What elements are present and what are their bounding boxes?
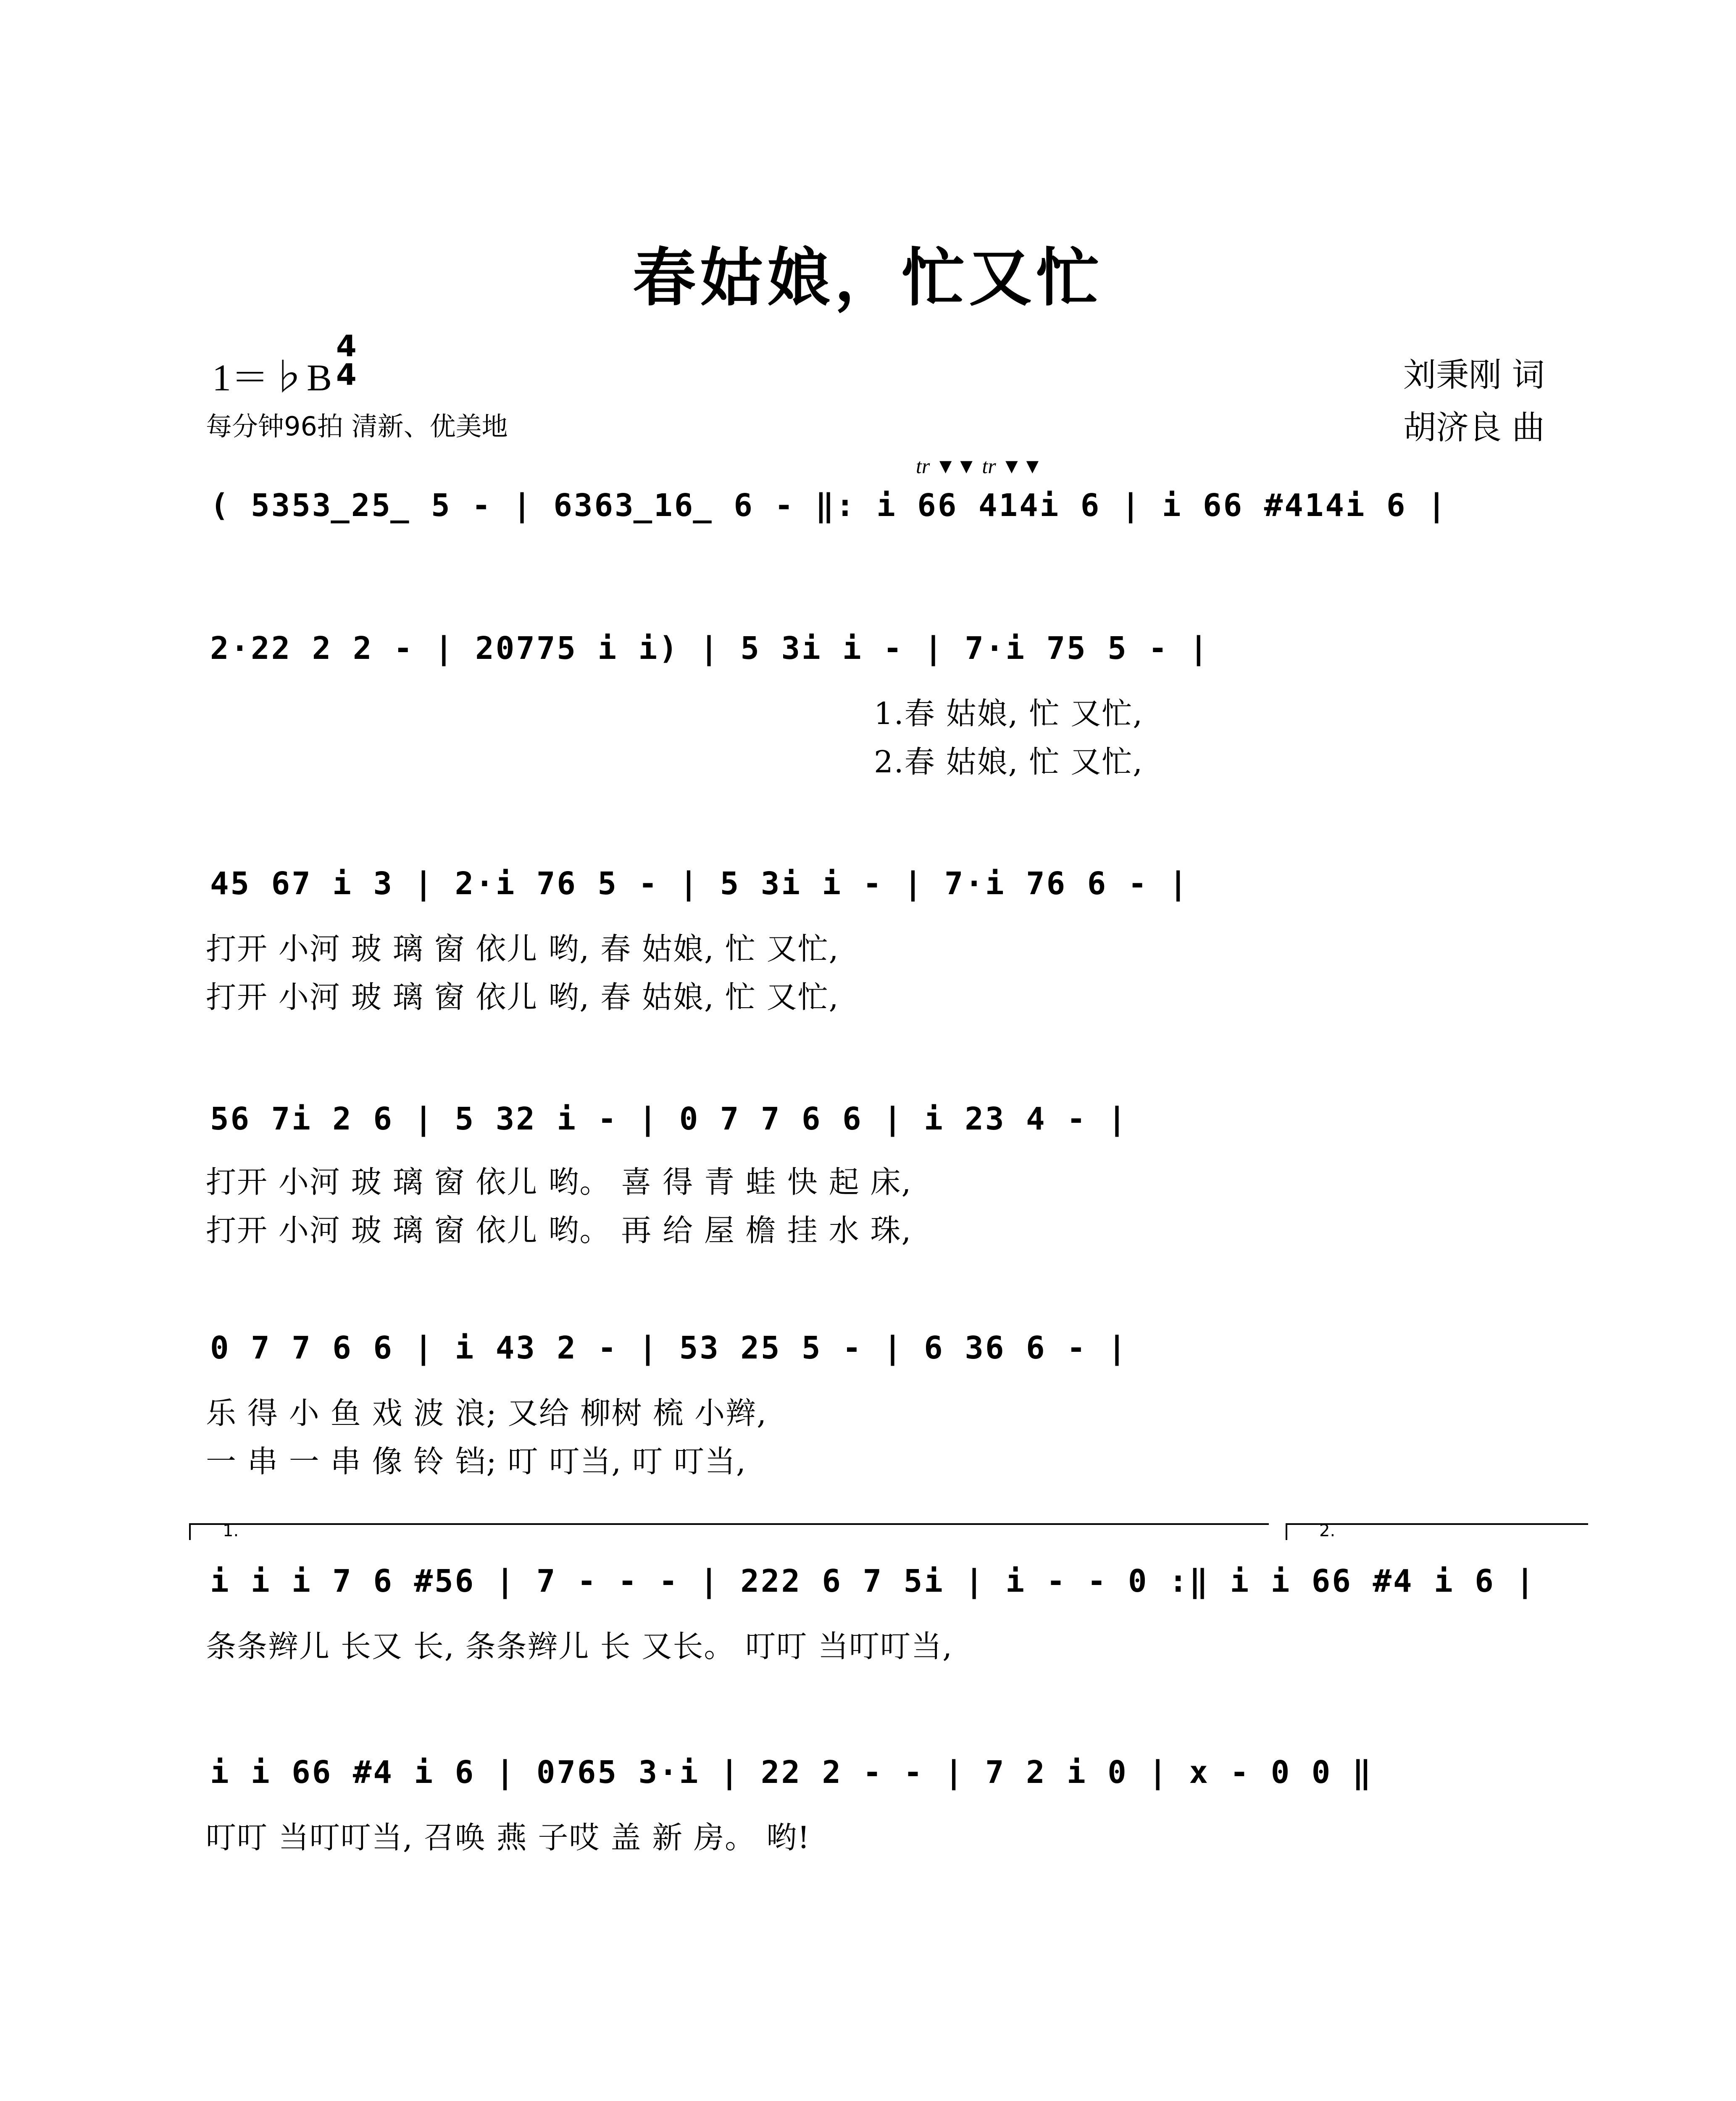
system-2-lyric-2: 2.春 姑娘, 忙 又忙,	[874, 744, 1144, 779]
system-7-lyric-1: 叮叮 当叮叮当, 召唤 燕 子哎 盖 新 房。 哟!	[206, 1820, 810, 1855]
composer: 胡济良 曲	[1403, 409, 1545, 447]
system-3-lyric-1: 打开 小河 玻 璃 窗 依儿 哟, 春 姑娘, 忙 又忙,	[206, 931, 839, 966]
system-4-lyric-1: 打开 小河 玻 璃 窗 依儿 哟。 喜 得 青 蛙 快 起 床,	[206, 1164, 912, 1200]
system-5-notes: 0 7 7 6 6 | i 43 2 - | 53 25 5 - | 6 36 6 - |	[210, 1330, 1128, 1366]
time-top: 4	[336, 329, 357, 363]
time-bottom: 4	[336, 358, 357, 392]
system-2-lyric-1: 1.春 姑娘, 忙 又忙,	[874, 696, 1144, 731]
page-title: 春姑娘，忙又忙	[632, 241, 1103, 315]
system-6-notes: i i i 7 6 #56 | 7 - - - | 222 6 7 5i | i - - 0 :‖ i i 66 #4 i 6 |	[210, 1563, 1536, 1599]
system-5-lyric-1: 乐 得 小 鱼 戏 波 浪; 又给 柳树 梳 小辫,	[206, 1395, 768, 1431]
system-5-lyric-2: 一 串 一 串 像 铃 铛; 叮 叮当, 叮 叮当,	[206, 1444, 747, 1479]
system-1-marks: tr ▼▼ tr ▼▼	[916, 454, 1043, 478]
system-4-lyric-2: 打开 小河 玻 璃 窗 依儿 哟。 再 给 屋 檐 挂 水 珠,	[206, 1213, 912, 1248]
time-signature	[336, 329, 357, 392]
first-ending-label: 1.	[223, 1521, 239, 1540]
system-3-lyric-2: 打开 小河 玻 璃 窗 依儿 哟, 春 姑娘, 忙 又忙,	[206, 979, 839, 1015]
system-1-notes: ( 5353̲25̲ 5 - | 6363̲16̲ 6 - ‖: i 66 414i 6 | i 66 #414i 6 |	[210, 487, 1448, 524]
system-4-notes: 56 7i 2 6 | 5 32 i - | 0 7 7 6 6 | i 23 4 - |	[210, 1101, 1128, 1137]
system-2-notes: 2·22 2 2 - | 20775 i i) | 5 3i i - | 7·i 75 5 - |	[210, 630, 1210, 666]
second-ending-label: 2.	[1319, 1521, 1336, 1540]
second-ending-hook	[1286, 1523, 1287, 1540]
system-3-notes: 45 67 i 3 | 2·i 76 5 - | 5 3i i - | 7·i 76 6 - |	[210, 866, 1189, 902]
tempo-marking: 每分钟96拍 清新、优美地	[206, 411, 508, 442]
key-signature: 1＝♭B	[212, 357, 332, 399]
system-6-lyric-1: 条条辫儿 长又 长, 条条辫儿 长 又长。 叮叮 当叮叮当,	[206, 1629, 953, 1664]
lyricist: 刘秉刚 词	[1403, 356, 1545, 394]
first-ending-bracket	[189, 1523, 1269, 1525]
system-7-notes: i i 66 #4 i 6 | 0765 3·i | 22 2 - - | 7 2 i 0 | x - 0 0 ‖	[210, 1754, 1373, 1790]
first-ending-hook	[189, 1523, 191, 1540]
